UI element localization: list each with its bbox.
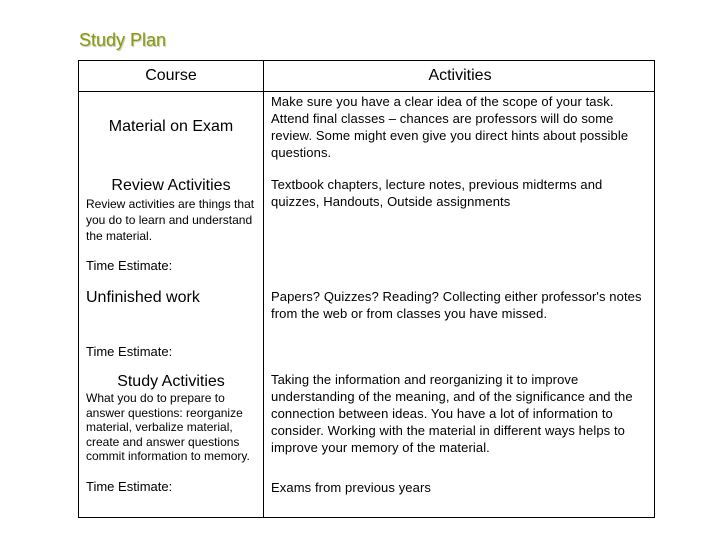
row-review-description: Review activities are things that you do to learn and understand the material.	[86, 197, 255, 243]
row-study-title: Study Activities	[117, 373, 225, 390]
row-review-time-estimate: Time Estimate:	[86, 258, 173, 273]
column-header-course: Course	[145, 67, 197, 84]
row-study-time-estimate: Time Estimate:	[86, 479, 173, 494]
row-material-activities: Make sure you have a clear idea of the scope of your task. Attend final classes – chances are professors will do some review. Some might even give you direct hints about possible questions.	[271, 94, 629, 160]
row-unfinished-activities: Papers? Quizzes? Reading? Collecting either professor's notes from the web or from classes you have missed.	[271, 289, 642, 321]
header-divider	[79, 91, 654, 92]
column-divider	[263, 61, 264, 517]
row-study-activities-extra: Exams from previous years	[271, 480, 431, 495]
page-title: Study Plan	[79, 30, 167, 50]
row-material-title: Material on Exam	[108, 118, 234, 135]
row-unfinished-title: Unfinished work	[86, 289, 200, 306]
column-header-activities: Activities	[428, 67, 492, 84]
row-study-activities: Taking the information and reorganizing it to improve understanding of the meaning, and of the significance and the connection between ideas. You have a lot of information to consider. Working with the material in different ways helps to improve your memory of the material.	[271, 372, 633, 455]
study-plan-table	[78, 60, 655, 518]
row-review-title: Review Activities	[111, 177, 231, 194]
row-review-activities: Textbook chapters, lecture notes, previous midterms and quizzes, Handouts, Outside assignments	[271, 177, 603, 209]
row-unfinished-time-estimate: Time Estimate:	[86, 344, 173, 359]
row-study-description: What you do to prepare to answer questions: reorganize material, verbalize material, create and answer questions commit information to memory.	[86, 391, 250, 463]
